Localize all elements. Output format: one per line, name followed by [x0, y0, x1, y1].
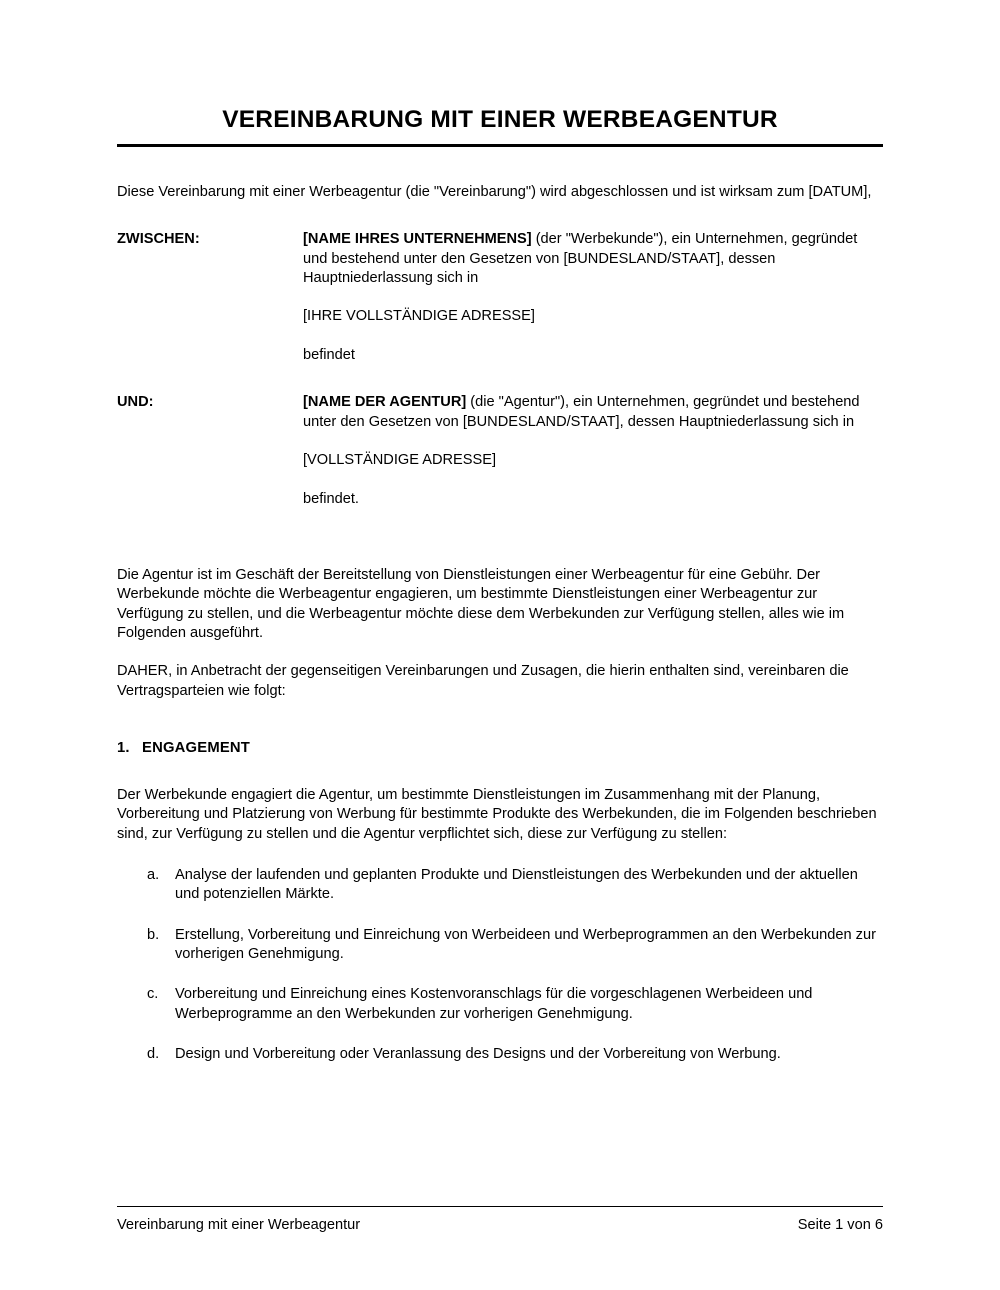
list-item-text: Erstellung, Vorbereitung und Einreichung von Werbeideen und Werbeprogrammen an den Werbekunden zur vorherigen Genehmigung.	[175, 926, 876, 962]
party-block-and	[117, 393, 883, 509]
party-name-between: [NAME IHRES UNTERNEHMENS]	[303, 231, 532, 248]
footer-row	[117, 1216, 883, 1235]
footer-document-name: Vereinbarung mit einer Werbeagentur	[117, 1217, 361, 1233]
party-label-and: UND:	[117, 394, 154, 411]
party-description-text-and: (die "Agentur"), ein Unternehmen, gegründet und bestehend unter den Gesetzen von [BUNDESLAND/STAAT], dessen Hauptniederlassung sich in	[303, 394, 860, 430]
party-description-between	[303, 230, 883, 288]
list-item-marker: a.	[147, 867, 160, 884]
list-item-text: Vorbereitung und Einreichung eines Kostenvoranschlags für die vorgeschlagenen Werbeideen und Werbeprogramme an den Werbekunden zur vorherigen Genehmigung.	[175, 986, 813, 1022]
party-closing-and: befindet.	[303, 490, 359, 507]
section-body-paragraph: Der Werbekunde engagiert die Agentur, um bestimmte Dienstleistungen im Zusammenhang mit der Planung, Vorbereitung und Platzierung von Werbung für bestimmte Produkte des Werbekunden, die im Folgenden beschrieben sind, zur Verfügung zu stellen und die Agentur verpflichtet sich, diese zur Verfügung zu stellen:	[117, 787, 877, 842]
recital-paragraph-1: Die Agentur ist im Geschäft der Bereitstellung von Dienstleistungen einer Werbeagentur für eine Gebühr. Der Werbekunde möchte die Werbeagentur engagieren, um bestimmte Dienstleistungen einer Werbeagentur zur Verfügung zu stellen, und die Werbeagentur möchte diese dem Werbekunden zur Verfügung stellen, alles wie im Folgenden ausgeführt.	[117, 567, 845, 641]
spacer	[117, 758, 883, 786]
spacer	[117, 643, 883, 662]
spacer	[117, 701, 883, 739]
party-address-between: [IHRE VOLLSTÄNDIGE ADRESSE]	[303, 308, 535, 325]
list-item-marker: c.	[147, 986, 159, 1003]
party-closing-between: befindet	[303, 346, 355, 363]
spacer	[117, 202, 883, 230]
party-label-between: ZWISCHEN:	[117, 231, 200, 248]
recital-paragraph-2: DAHER, in Anbetracht der gegenseitigen Vereinbarungen und Zusagen, die hierin enthalten sind, vereinbaren die Vertragsparteien wie folgt:	[117, 663, 849, 699]
list-item	[117, 866, 883, 905]
party-description-text-between: (der "Werbekunde"), ein Unternehmen, gegründet und bestehend unter den Gesetzen von [BUNDESLAND/STAAT], dessen Hauptniederlassung sich in	[303, 231, 858, 286]
intro-paragraph: Diese Vereinbarung mit einer Werbeagentur (die "Vereinbarung") wird abgeschlossen und ist wirksam zum [DATUM],	[117, 183, 872, 200]
spacer	[117, 547, 883, 566]
list-item-text: Design und Vorbereitung oder Veranlassung des Designs und der Vorbereitung von Werbung.	[175, 1045, 781, 1062]
party-block-between	[117, 230, 883, 365]
spacer	[117, 509, 883, 547]
document-body	[117, 0, 883, 1064]
party-body-between	[303, 230, 883, 365]
party-name-and: [NAME DER AGENTUR]	[303, 394, 467, 411]
list-item	[117, 985, 883, 1024]
list-item-text: Analyse der laufenden und geplanten Produkte und Dienstleistungen des Werbekunden und der aktuellen und potenziellen Märkte.	[175, 867, 858, 903]
section-heading-engagement	[117, 739, 883, 758]
footer-divider	[117, 1206, 883, 1207]
list-item-marker: b.	[147, 926, 160, 943]
list-item-marker: d.	[147, 1045, 160, 1062]
page-footer	[117, 1206, 883, 1235]
section-number: 1.	[117, 739, 130, 756]
engagement-service-list	[117, 866, 883, 1064]
page-title: VEREINBARUNG MIT EINER WERBEAGENTUR	[222, 106, 778, 133]
list-item	[117, 1045, 883, 1064]
list-item	[117, 926, 883, 965]
party-description-and	[303, 393, 883, 432]
footer-page-number: Seite 1 von 6	[797, 1217, 883, 1233]
section-title: ENGAGEMENT	[142, 739, 251, 756]
party-body-and	[303, 393, 883, 509]
party-address-and: [VOLLSTÄNDIGE ADRESSE]	[303, 452, 497, 469]
title-divider	[117, 144, 883, 147]
spacer	[117, 365, 883, 393]
